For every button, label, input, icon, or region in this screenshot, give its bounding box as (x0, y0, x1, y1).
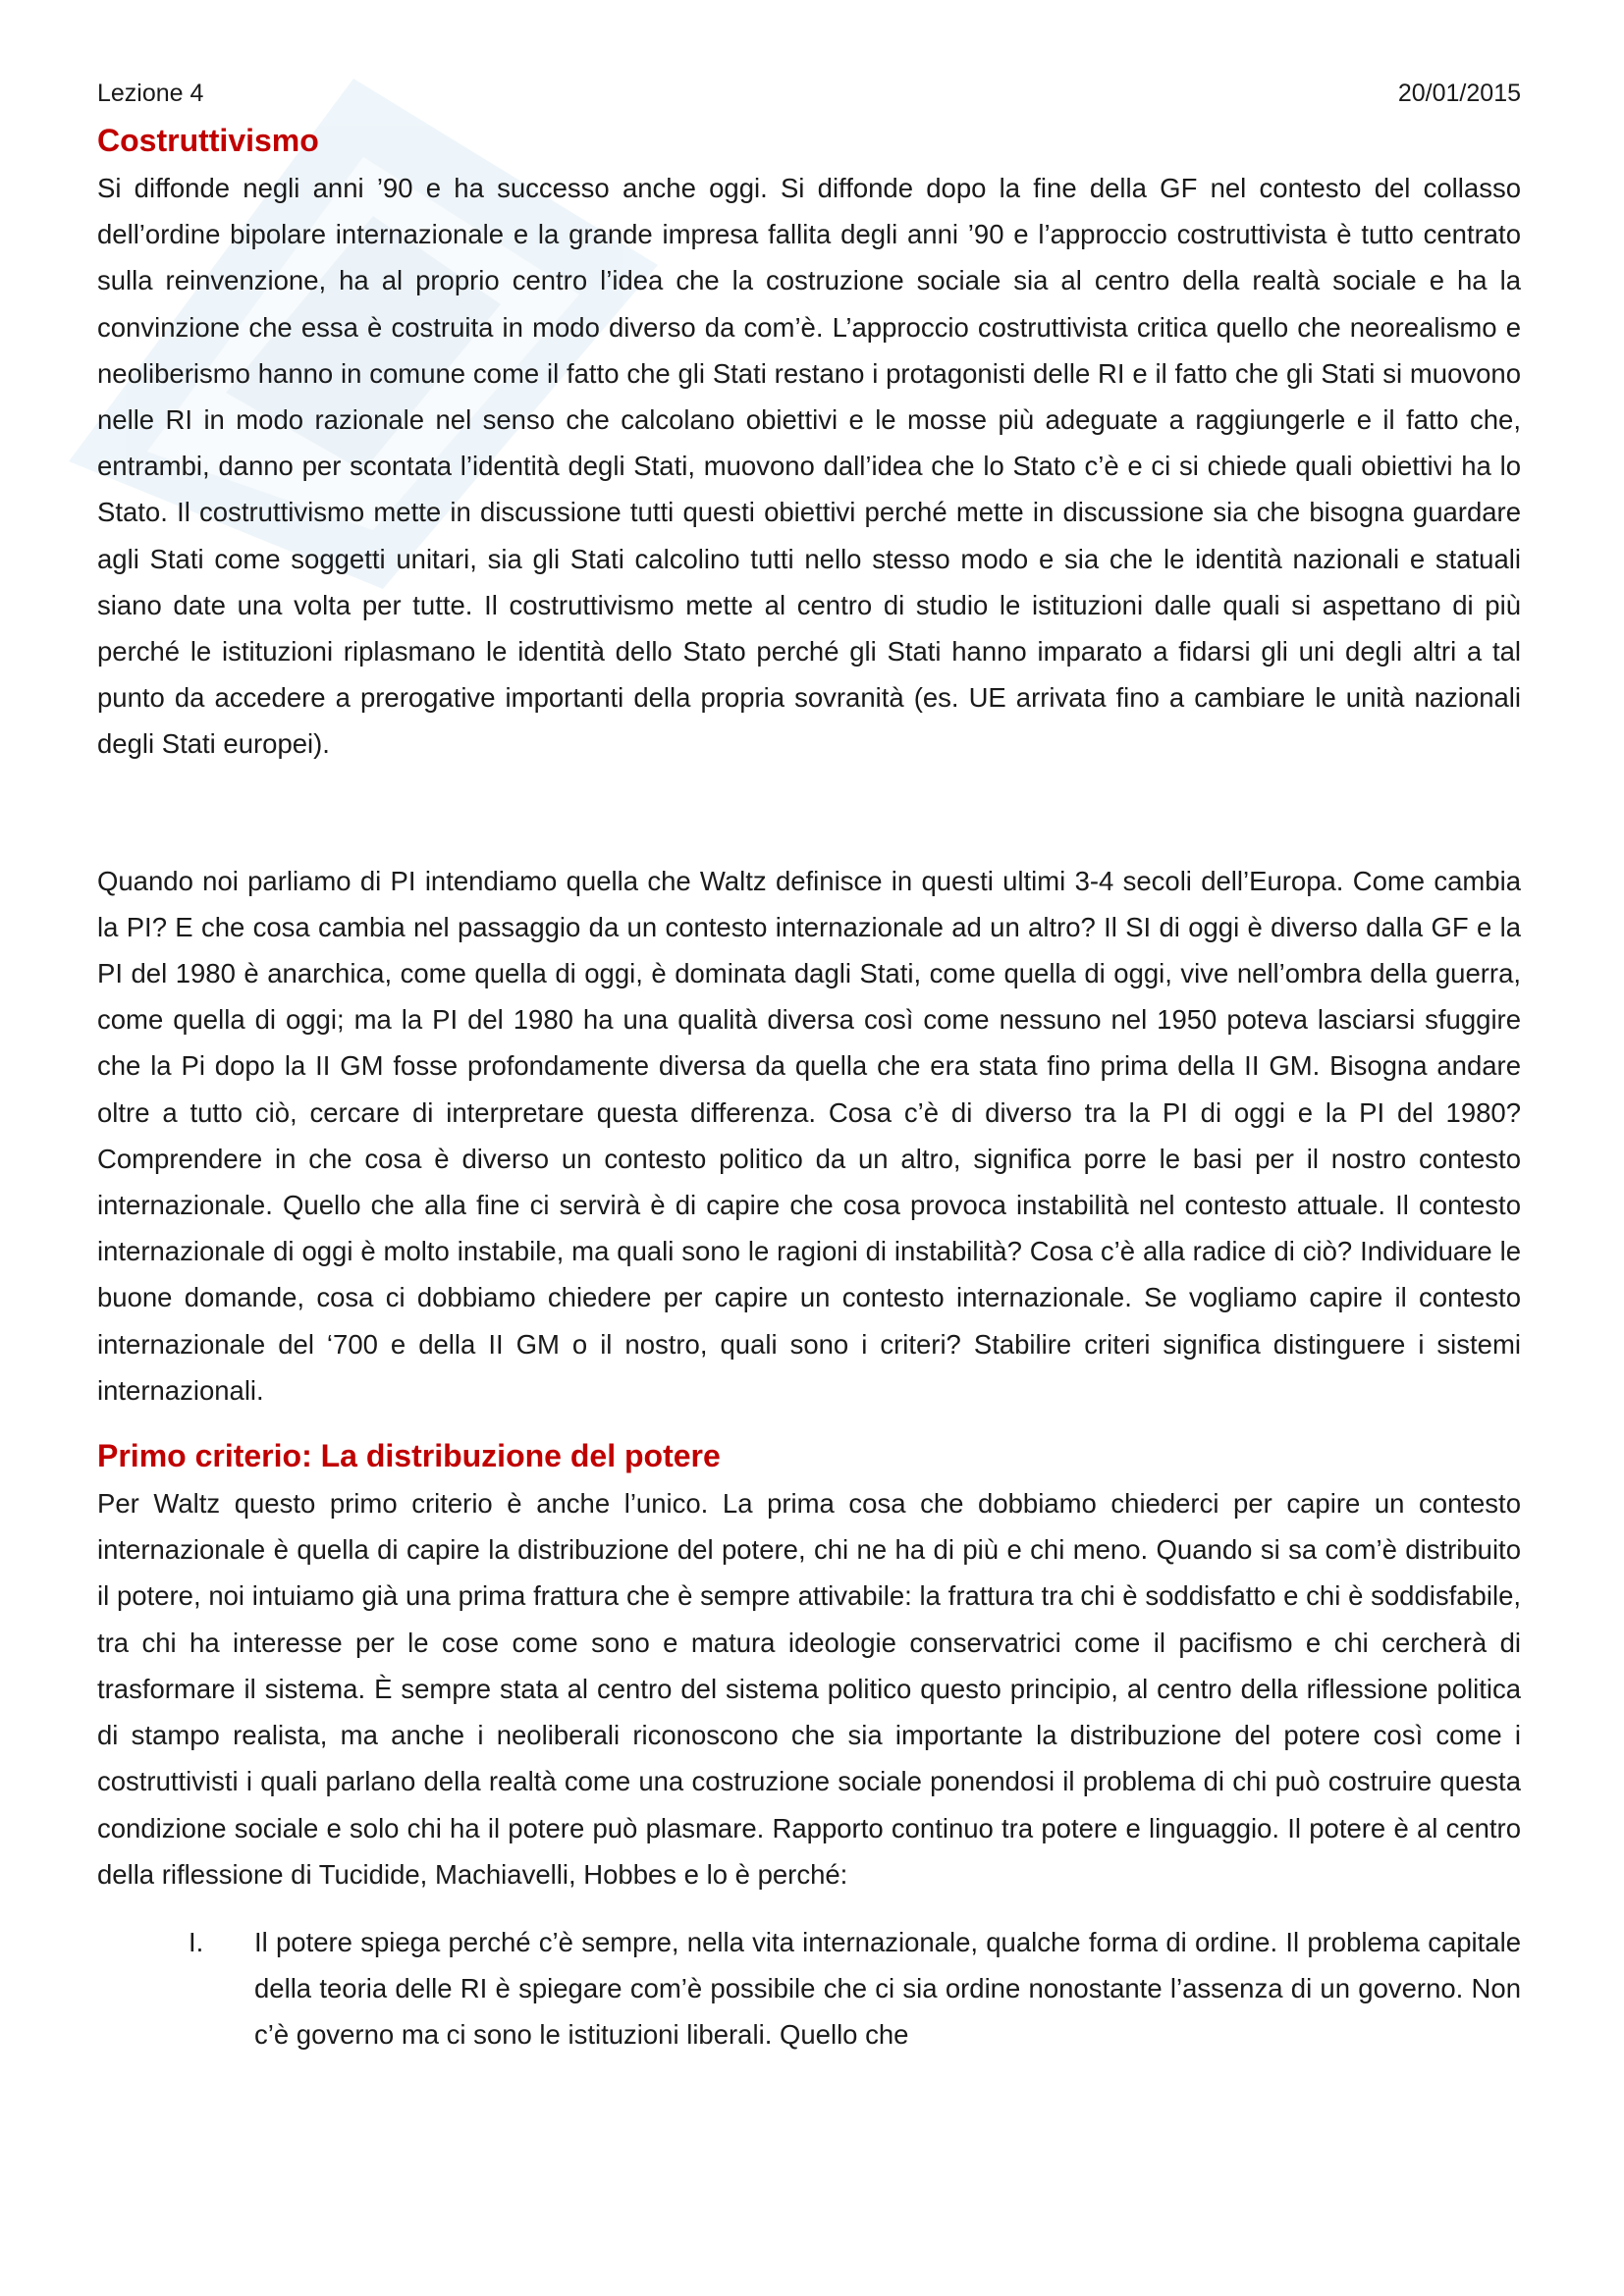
page-header (97, 77, 1521, 116)
numbered-list-item (97, 1919, 1521, 2058)
section-title-primo-criterio: Primo criterio: La distribuzione del potere (97, 1438, 721, 1474)
section-title-costruttivismo: Costruttivismo (97, 123, 319, 158)
spacer (97, 1414, 1521, 1431)
paragraph-costruttivismo: Si diffonde negli anni ’90 e ha successo anche oggi. Si diffonde dopo la fine della GF nel contesto del collasso dell’ordine bipolare internazionale e la grande impresa fallita degli anni ’90 e l’approccio costruttivista è tutto centrato sulla reinvenzione, ha al proprio centro l’idea che la costruzione sociale sia al centro della realtà sociale e ha la convinzione che essa è costruita in modo diverso da com’è. L’approccio costruttivista critica quello che neorealismo e neoliberismo hanno in comune come il fatto che gli Stati restano i protagonisti delle RI e il fatto che gli Stati si muovono nelle RI in modo razionale nel senso che calcolano obiettivi e le mosse più adeguate a raggiungerle e il fatto che, entrambi, danno per scontata l’identità degli Stati, muovono dall’idea che lo Stato c’è e ci si chiede quali obiettivi ha lo Stato. Il costruttivismo mette in discussione tutti questi obiettivi perché mette in discussione sia che bisogna guardare agli Stati come soggetti unitari, sia gli Stati calcolino tutti nello stesso modo e sia che le identità nazionali e statuali siano date una volta per tutte. Il costruttivismo mette al centro di studio le istituzioni dalle quali si aspettano di più perché le istituzioni riplasmano le identità dello Stato perché gli Stati hanno imparato a fidarsi gli uni degli altri a tal punto da accedere a prerogative importanti della propria sovranità (es. UE arrivata fino a cambiare le unità nazionali degli Stati europei). (97, 173, 1521, 760)
document-page (97, 77, 1521, 2058)
list-item-number: I. (189, 1926, 204, 1957)
lesson-label: Lezione 4 (97, 80, 204, 107)
spacer (97, 768, 1521, 858)
date-label: 20/01/2015 (1397, 80, 1521, 107)
list-item-text: Il potere spiega perché c’è sempre, nella vita internazionale, qualche forma di ordine. Il problema capitale della teoria delle RI è spiegare com’è possibile che ci sia ordine nonostante l’assenza di un governo. Non c’è governo ma ci sono le istituzioni liberali. Quello che (254, 1926, 1521, 2051)
paragraph-pi: Quando noi parliamo di PI intendiamo quella che Waltz definisce in questi ultimi 3-4 secoli dell’Europa. Come cambia la PI? E che cosa cambia nel passaggio da un contesto internazionale ad un altro? Il SI di oggi è diverso dalla GF e la PI del 1980 è anarchica, come quella di oggi, è dominata dagli Stati, come quella di oggi, vive nell’ombra della guerra, come quella di oggi; ma la PI del 1980 ha una qualità diversa così come nessuno nel 1950 poteva lasciarsi sfuggire che la Pi dopo la II GM fosse profondamente diversa da quella che era stata fino prima della II GM. Bisogna andare oltre a tutto ciò, cercare di interpretare questa differenza. Cosa c’è di diverso tra la PI di oggi e la PI del 1980? Comprendere in che cosa è diverso un contesto politico da un altro, significa porre le basi per il nostro contesto internazionale. Quello che alla fine ci servirà è di capire che cosa provoca instabilità nel contesto attuale. Il contesto internazionale di oggi è molto instabile, ma quali sono le ragioni di instabilità? Cosa c’è alla radice di ciò? Individuare le buone domande, cosa ci dobbiamo chiedere per capire un contesto internazionale. Se vogliamo capire il contesto internazionale del ‘700 e della II GM o il nostro, quali sono i criteri? Stabilire criteri significa distinguere i sistemi internazionali. (97, 865, 1521, 1406)
paragraph-primo-criterio: Per Waltz questo primo criterio è anche l’unico. La prima cosa che dobbiamo chiederci per capire un contesto internazionale è quella di capire la distribuzione del potere, chi ne ha di più e chi meno. Quando si sa com’è distribuito il potere, noi intuiamo già una prima frattura che è sempre attivabile: la frattura tra chi è soddisfatto e chi è soddisfabile, tra chi ha interesse per le cose come sono e matura ideologie conservatrici come il pacifismo e chi cercherà di trasformare il sistema. È sempre stata al centro del sistema politico questo principio, al centro della riflessione politica di stampo realista, ma anche i neoliberali riconoscono che sia importante la distribuzione del potere così come i costruttivisti i quali parlano della realtà come una costruzione sociale ponendosi il problema di chi può costruire questa condizione sociale e solo chi ha il potere può plasmare. Rapporto continuo tra potere e linguaggio. Il potere è al centro della riflessione di Tucidide, Machiavelli, Hobbes e lo è perché: (97, 1488, 1521, 1890)
